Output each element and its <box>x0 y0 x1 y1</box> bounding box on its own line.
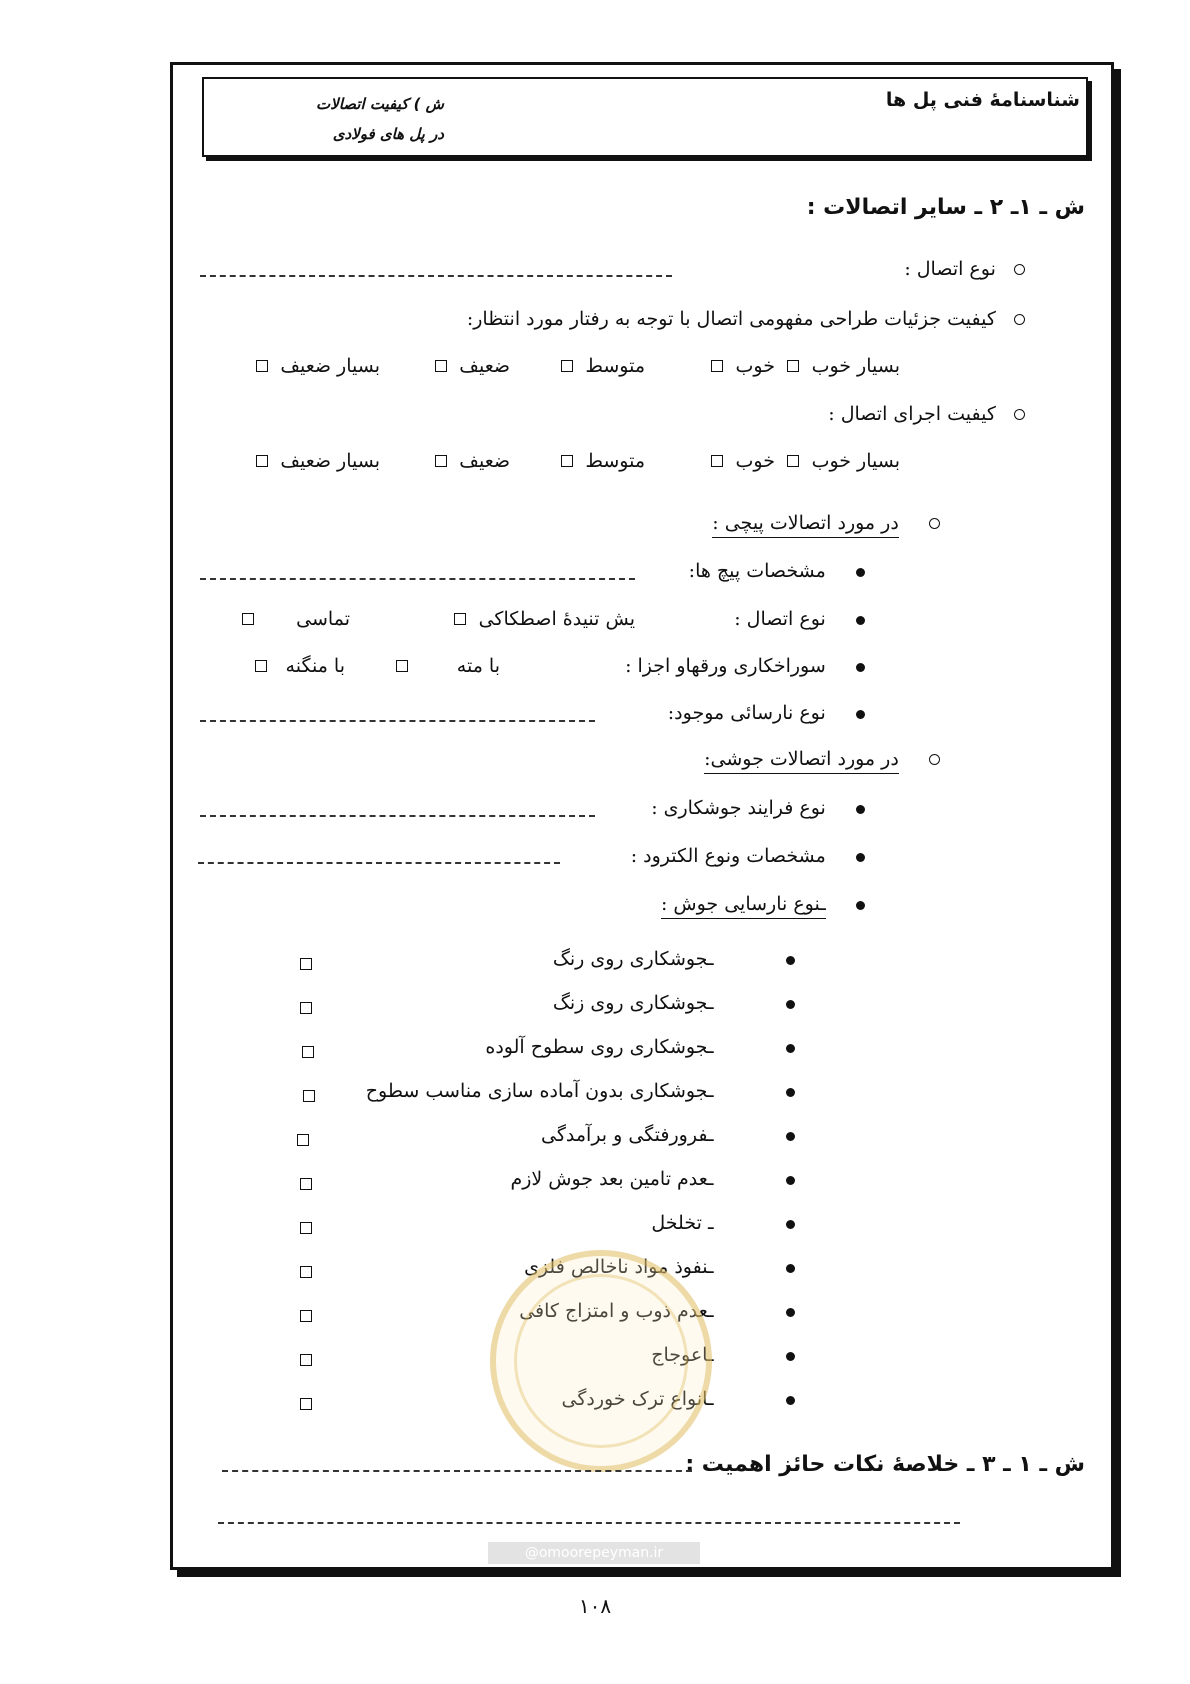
watermark-seal-icon <box>490 1250 712 1472</box>
bullet-icon <box>856 568 865 577</box>
weld-defect-label: ـفرورفتگی و برآمدگی <box>541 1124 714 1146</box>
weld-defect-label: ـعدم تامین بعد جوش لازم <box>510 1168 714 1190</box>
checkbox-icon[interactable] <box>300 1002 312 1014</box>
electrode-label: مشخصات ونوع الکترود : <box>630 845 826 867</box>
section-title-other-connections: ش ـ ۱ـ ۲ ـ سایر اتصالات : <box>806 195 1085 220</box>
rating-exec-good[interactable]: خوب <box>711 450 775 472</box>
checkbox-icon[interactable] <box>300 1310 312 1322</box>
weld-defect-row <box>553 948 795 970</box>
bullet-icon <box>786 1176 795 1185</box>
weld-defect-row <box>366 1080 795 1102</box>
bullet-icon <box>786 1308 795 1317</box>
checkbox-icon[interactable] <box>561 455 573 467</box>
checkbox-icon[interactable] <box>561 360 573 372</box>
checkbox-icon[interactable] <box>256 455 268 467</box>
page-number: ۱۰۸ <box>578 1594 612 1618</box>
welded-section <box>704 748 940 770</box>
weld-defect-label: ـعدم ذوب و امتزاج کافی <box>519 1300 714 1322</box>
checkbox-icon[interactable] <box>711 360 723 372</box>
checkbox-icon[interactable] <box>297 1134 309 1146</box>
rating-exec-weak[interactable]: ضعیف <box>435 450 510 472</box>
drilling-item <box>625 655 865 677</box>
checkbox-icon[interactable] <box>396 660 408 672</box>
option-drill[interactable]: با مته <box>396 655 500 677</box>
rating-design-very-weak[interactable]: بسیار ضعیف <box>256 355 380 377</box>
rating-exec-very-good[interactable]: بسیار خوب <box>787 450 900 472</box>
weld-process-label: نوع فرایند جوشکاری : <box>651 797 826 819</box>
bullet-icon <box>786 956 795 965</box>
rating-design-very-good[interactable]: بسیار خوب <box>787 355 900 377</box>
rating-design-good[interactable]: خوب <box>711 355 775 377</box>
checkbox-icon[interactable] <box>300 958 312 970</box>
bolted-section <box>712 512 940 534</box>
weld-process-item <box>651 797 865 819</box>
electrode-item <box>631 845 865 867</box>
connection-type-label: نوع اتصال : <box>904 258 996 280</box>
bullet-icon <box>856 616 865 625</box>
bolt-conn-type-label: نوع اتصال : <box>734 608 826 630</box>
fill-line <box>200 815 595 817</box>
rating-exec-medium[interactable]: متوسط <box>561 450 645 472</box>
bullet-icon <box>786 1088 795 1097</box>
checkbox-icon[interactable] <box>255 660 267 672</box>
weld-defect-row <box>651 1212 795 1234</box>
item-connection-type <box>904 258 1025 280</box>
weld-defects-title: ـنوع نارسایی جوش : <box>661 893 826 919</box>
bolted-title: در مورد اتصالات پیچی : <box>712 512 899 538</box>
option-punch[interactable]: با منگنه <box>255 655 345 677</box>
fill-line <box>218 1522 960 1524</box>
header-title: شناسنامهٔ فنی پل ها <box>885 89 1080 111</box>
checkbox-icon[interactable] <box>302 1046 314 1058</box>
circle-bullet-icon <box>1014 264 1025 275</box>
weld-defect-row <box>541 1124 795 1146</box>
rating-design-weak[interactable]: ضعیف <box>435 355 510 377</box>
weld-defect-label: ـجوشکاری روی رنگ <box>552 948 714 970</box>
circle-bullet-icon <box>1014 409 1025 420</box>
weld-defect-label: ـنفوذ مواد ناخالص فلزی <box>524 1256 714 1278</box>
weld-defect-row <box>485 1036 795 1058</box>
weld-defect-row <box>510 1168 795 1190</box>
rating-exec-very-weak[interactable]: بسیار ضعیف <box>256 450 380 472</box>
bullet-icon <box>856 805 865 814</box>
option-friction[interactable]: یش تنیدهٔ اصطکاکی <box>454 608 635 630</box>
drilling-label: سوراخکاری ورقهاو اجزا : <box>625 655 826 677</box>
checkbox-icon[interactable] <box>300 1398 312 1410</box>
weld-defects-item <box>661 893 865 915</box>
checkbox-icon[interactable] <box>787 360 799 372</box>
bullet-icon <box>786 1044 795 1053</box>
header-box <box>202 77 1088 157</box>
weld-defect-label: ـ تخلخل <box>651 1212 714 1234</box>
checkbox-icon[interactable] <box>711 455 723 467</box>
checkbox-icon[interactable] <box>303 1090 315 1102</box>
fill-line <box>200 275 672 277</box>
weld-defect-label: ـجوشکاری بدون آماده سازی مناسب سطوح <box>365 1080 714 1102</box>
section-title-summary: ش ـ ۱ ـ ۳ ـ خلاصهٔ نکات حائز اهمیت : <box>685 1452 1085 1477</box>
bolt-conn-type-item <box>734 608 865 630</box>
item-design-quality <box>467 308 1025 330</box>
header-subtitle-line2: در پل های فولادی <box>332 125 444 143</box>
checkbox-icon[interactable] <box>256 360 268 372</box>
fill-line <box>222 1470 692 1472</box>
fill-line <box>200 578 635 580</box>
bullet-icon <box>856 901 865 910</box>
execution-quality-label: کیفیت اجرای اتصال : <box>828 403 996 425</box>
fill-line <box>200 720 595 722</box>
bullet-icon <box>786 1220 795 1229</box>
header-subtitle <box>244 89 444 149</box>
fill-line <box>198 862 560 864</box>
option-bearing[interactable]: تماسی <box>242 608 350 630</box>
bullet-icon <box>786 1000 795 1009</box>
circle-bullet-icon <box>929 754 940 765</box>
checkbox-icon[interactable] <box>300 1266 312 1278</box>
weld-defect-label: ـاعوجاج <box>651 1344 714 1366</box>
bolt-defect-label: نوع نارسائی موجود: <box>667 702 826 724</box>
weld-defect-row <box>553 992 795 1014</box>
checkbox-icon[interactable] <box>787 455 799 467</box>
checkbox-icon[interactable] <box>435 360 447 372</box>
checkbox-icon[interactable] <box>300 1222 312 1234</box>
bullet-icon <box>786 1132 795 1141</box>
bullet-icon <box>786 1264 795 1273</box>
bullet-icon <box>856 710 865 719</box>
watermark-caption: @omoorepeyman.ir <box>488 1542 700 1564</box>
checkbox-icon[interactable] <box>242 613 254 625</box>
checkbox-icon[interactable] <box>454 613 466 625</box>
bolt-specs-item <box>689 560 865 582</box>
weld-defect-label: ـانواع ترک خوردگی <box>561 1388 714 1410</box>
bolt-defect-item <box>668 702 865 724</box>
bullet-icon <box>856 853 865 862</box>
bolt-specs-label: مشخصات پیچ ها: <box>688 560 826 582</box>
bullet-icon <box>856 663 865 672</box>
header-subtitle-line1: ش ) کیفیت اتصالات <box>316 95 444 113</box>
item-execution-quality <box>828 403 1025 425</box>
checkbox-icon[interactable] <box>300 1354 312 1366</box>
weld-defect-label: ـجوشکاری روی زنگ <box>552 992 714 1014</box>
bullet-icon <box>786 1396 795 1405</box>
welded-title: در مورد اتصالات جوشی: <box>704 748 899 774</box>
checkbox-icon[interactable] <box>300 1178 312 1190</box>
checkbox-icon[interactable] <box>435 455 447 467</box>
design-quality-label: کیفیت جزئیات طراحی مفهومی اتصال با توجه به رفتار مورد انتظار: <box>466 308 996 330</box>
circle-bullet-icon <box>929 518 940 529</box>
bullet-icon <box>786 1352 795 1361</box>
circle-bullet-icon <box>1014 314 1025 325</box>
rating-design-medium[interactable]: متوسط <box>561 355 645 377</box>
weld-defect-label: ـجوشکاری روی سطوح آلوده <box>485 1036 714 1058</box>
